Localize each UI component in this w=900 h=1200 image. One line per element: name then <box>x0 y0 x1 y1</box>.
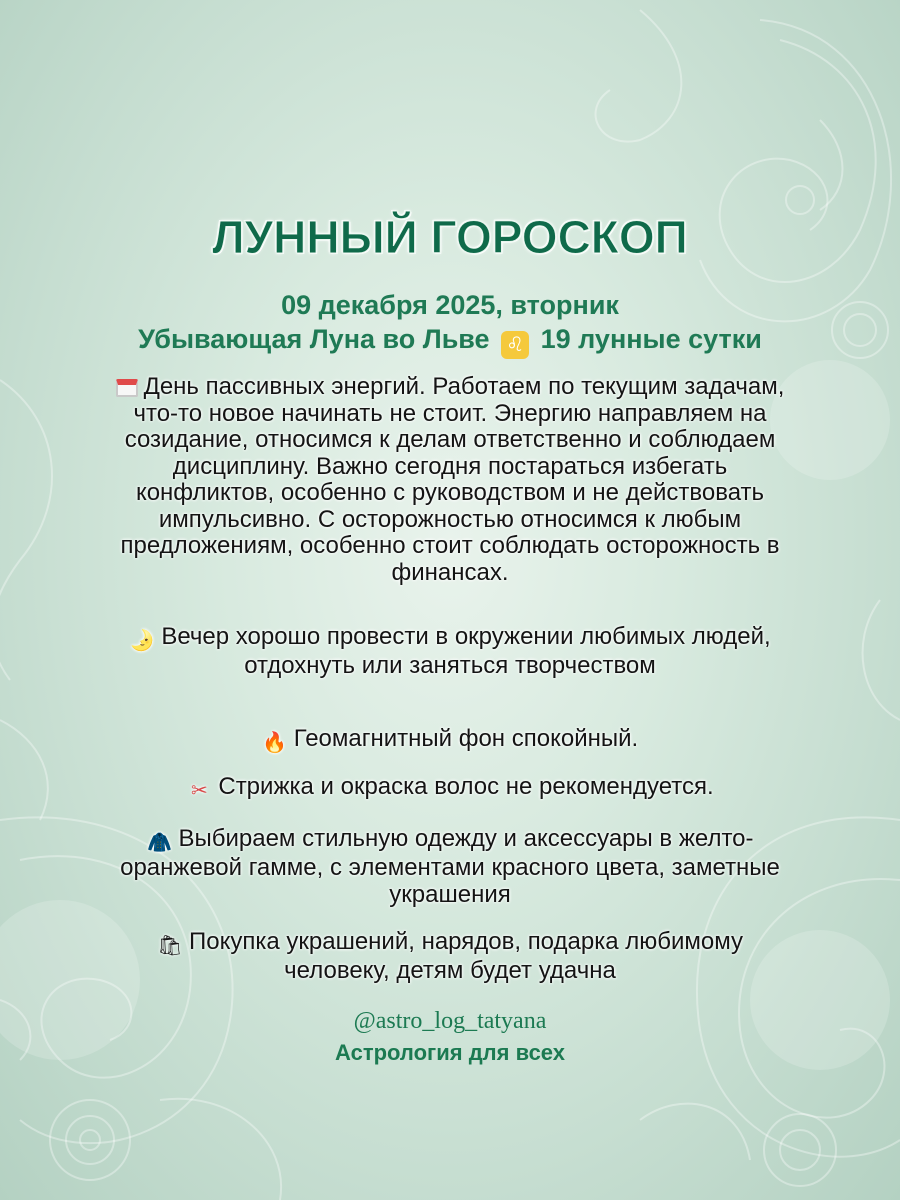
shopping-bag-icon: 🛍 <box>157 935 183 957</box>
paragraph-text: Покупка украшений, нарядов, подарка любимому человеку, детям будет удачна <box>188 928 744 984</box>
coat-icon: 🧥 <box>147 832 172 854</box>
leo-zodiac-icon: ♌ <box>501 331 529 359</box>
author-handle: @astro_log_tatyana <box>353 1008 547 1034</box>
moon-phase-text: Убывающая Луна во Льве <box>138 324 490 354</box>
paragraph-text: Стрижка и окраска волос не рекомендуется. <box>218 773 714 800</box>
paragraph-day-energy <box>110 374 790 586</box>
scissors-icon: ✂ <box>190 780 208 802</box>
lunar-day-text: 19 лунные сутки <box>540 324 762 354</box>
author-tagline: Астрология для всех <box>335 1040 565 1065</box>
paragraph-text: День пассивных энергий. Работаем по текущим задачам, что-то новое начинать не стоит. Энергию направляем на созидание, относимся к делам ответственно и соблюдаем дисциплину. Важно сегодня постараться избегать конфликтов, особенно с руководством и не действовать импульсивно. С осторожностью относимся к любым предложениям, особенно стоит соблюдать осторожность в финансах. <box>120 373 785 586</box>
paragraph-text: Выбираем стильную одежду и аксессуары в желто-оранжевой гамме, с элементами красного цвета, заметные украшения <box>120 825 780 908</box>
paragraph-text: Геомагнитный фон спокойный. <box>293 725 639 752</box>
paragraph-evening <box>110 624 790 680</box>
paragraph-shopping <box>110 929 790 985</box>
paragraph-haircut <box>110 774 790 803</box>
paragraph-geomagnetic <box>110 726 790 755</box>
page-title: ЛУННЫЙ ГОРОСКОП <box>212 211 688 263</box>
date-line: 09 декабря 2025, вторник <box>281 290 619 320</box>
paragraph-text: Вечер хорошо провести в окружении любимых людей, отдохнуть или заняться творчеством <box>161 623 771 679</box>
moon-icon: 🌛 <box>129 630 155 652</box>
moon-phase-line <box>0 324 900 359</box>
fire-icon: 🔥 <box>262 732 288 754</box>
paragraph-clothing <box>110 826 790 908</box>
calendar-icon <box>116 379 138 397</box>
